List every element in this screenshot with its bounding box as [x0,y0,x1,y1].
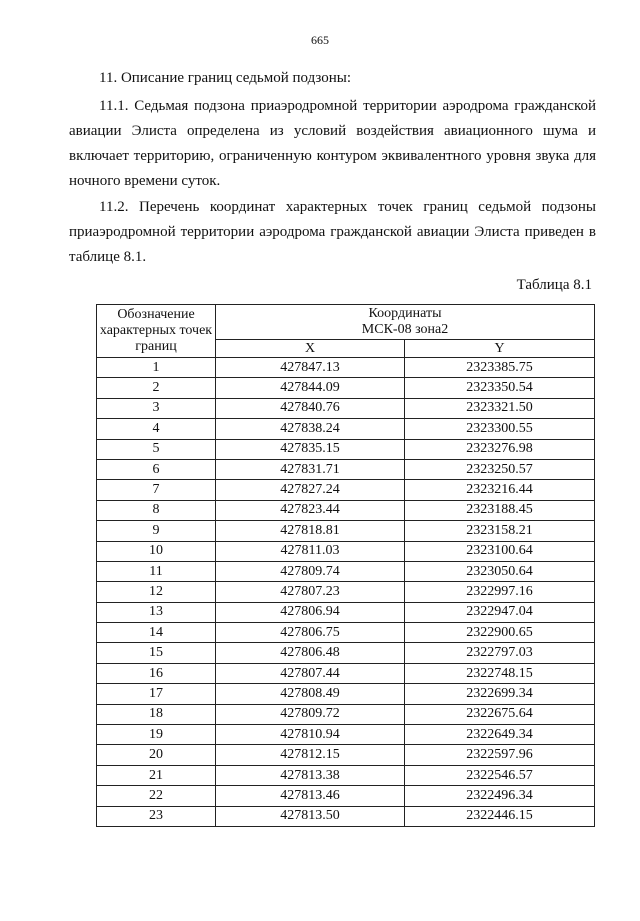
point-number-cell: 9 [97,521,216,541]
x-coordinate-cell: 427811.03 [216,541,405,561]
x-coordinate-cell: 427808.49 [216,684,405,704]
y-coordinate-cell: 2322649.34 [405,725,595,745]
table-row [97,561,595,581]
x-coordinate-cell: 427812.15 [216,745,405,765]
table-row [97,582,595,602]
table-row [97,378,595,398]
table-row [97,663,595,683]
x-coordinate-cell: 427813.46 [216,786,405,806]
point-number-cell: 22 [97,786,216,806]
point-number-cell: 2 [97,378,216,398]
y-coordinate-cell: 2323385.75 [405,358,595,378]
y-coordinate-cell: 2322597.96 [405,745,595,765]
table-row [97,398,595,418]
y-coordinate-cell: 2322446.15 [405,806,595,826]
x-coordinate-cell: 427807.23 [216,582,405,602]
y-coordinate-cell: 2322675.64 [405,704,595,724]
y-coordinate-cell: 2323300.55 [405,419,595,439]
y-coordinate-cell: 2322546.57 [405,765,595,785]
point-number-cell: 7 [97,480,216,500]
table-caption: Таблица 8.1 [516,277,592,293]
paragraph-11-1: 11.1. Седьмая подзона приаэродромной территории аэродрома гражданской авиации Элиста определена из условий воздействия авиационного шума и включает территорию, ограниченную контуром эквивалентного уровня звука для ночного времени суток. [69,98,596,189]
table-row [97,521,595,541]
table-row [97,602,595,622]
point-number-cell: 21 [97,765,216,785]
x-coordinate-cell: 427844.09 [216,378,405,398]
y-coordinate-cell: 2322699.34 [405,684,595,704]
x-coordinate-cell: 427806.48 [216,643,405,663]
point-number-cell: 20 [97,745,216,765]
header-coordinates [216,305,595,340]
table-row [97,765,595,785]
y-coordinate-cell: 2323050.64 [405,561,595,581]
table-row [97,500,595,520]
coordinates-table [96,304,595,827]
point-number-cell: 17 [97,684,216,704]
table-row [97,541,595,561]
x-coordinate-cell: 427810.94 [216,725,405,745]
table-row [97,725,595,745]
x-coordinate-cell: 427847.13 [216,358,405,378]
point-number-cell: 1 [97,358,216,378]
header-coordinates-title: Координаты [368,306,442,321]
point-number-cell: 12 [97,582,216,602]
header-point-label: Обозначение характерных точек границ [97,305,216,358]
y-coordinate-cell: 2322900.65 [405,623,595,643]
section-heading: 11. Описание границ седьмой подзоны: [99,70,351,86]
table-row [97,684,595,704]
x-coordinate-cell: 427813.50 [216,806,405,826]
point-number-cell: 19 [97,725,216,745]
y-coordinate-cell: 2322748.15 [405,663,595,683]
y-coordinate-cell: 2323100.64 [405,541,595,561]
point-number-cell: 13 [97,602,216,622]
table-row [97,358,595,378]
point-number-cell: 8 [97,500,216,520]
point-number-cell: 18 [97,704,216,724]
point-number-cell: 10 [97,541,216,561]
table-row [97,623,595,643]
header-coordinate-system: МСК-08 зона2 [361,322,449,337]
table-row [97,786,595,806]
y-coordinate-cell: 2322496.34 [405,786,595,806]
table-row [97,439,595,459]
paragraph-11-2: 11.2. Перечень координат характерных точек границ седьмой подзоны приаэродромной территории аэродрома гражданской авиации Элиста приведен в таблице 8.1. [69,199,596,265]
x-coordinate-cell: 427823.44 [216,500,405,520]
header-y: Y [405,340,595,358]
table-row [97,459,595,479]
y-coordinate-cell: 2323216.44 [405,480,595,500]
y-coordinate-cell: 2322997.16 [405,582,595,602]
y-coordinate-cell: 2322797.03 [405,643,595,663]
point-number-cell: 16 [97,663,216,683]
x-coordinate-cell: 427835.15 [216,439,405,459]
table-row [97,419,595,439]
x-coordinate-cell: 427840.76 [216,398,405,418]
point-number-cell: 6 [97,459,216,479]
x-coordinate-cell: 427827.24 [216,480,405,500]
table-row [97,704,595,724]
point-number-cell: 4 [97,419,216,439]
point-number-cell: 11 [97,561,216,581]
point-number-cell: 15 [97,643,216,663]
table-row [97,643,595,663]
table-row [97,745,595,765]
x-coordinate-cell: 427838.24 [216,419,405,439]
header-x: X [216,340,405,358]
y-coordinate-cell: 2323158.21 [405,521,595,541]
y-coordinate-cell: 2322947.04 [405,602,595,622]
x-coordinate-cell: 427809.72 [216,704,405,724]
x-coordinate-cell: 427806.75 [216,623,405,643]
x-coordinate-cell: 427813.38 [216,765,405,785]
point-number-cell: 14 [97,623,216,643]
x-coordinate-cell: 427806.94 [216,602,405,622]
table-row [97,806,595,826]
point-number-cell: 23 [97,806,216,826]
y-coordinate-cell: 2323276.98 [405,439,595,459]
page-number: 665 [311,33,329,47]
x-coordinate-cell: 427807.44 [216,663,405,683]
y-coordinate-cell: 2323188.45 [405,500,595,520]
y-coordinate-cell: 2323250.57 [405,459,595,479]
point-number-cell: 3 [97,398,216,418]
x-coordinate-cell: 427818.81 [216,521,405,541]
x-coordinate-cell: 427809.74 [216,561,405,581]
table-body [97,358,595,827]
y-coordinate-cell: 2323321.50 [405,398,595,418]
point-number-cell: 5 [97,439,216,459]
table-row [97,480,595,500]
y-coordinate-cell: 2323350.54 [405,378,595,398]
x-coordinate-cell: 427831.71 [216,459,405,479]
